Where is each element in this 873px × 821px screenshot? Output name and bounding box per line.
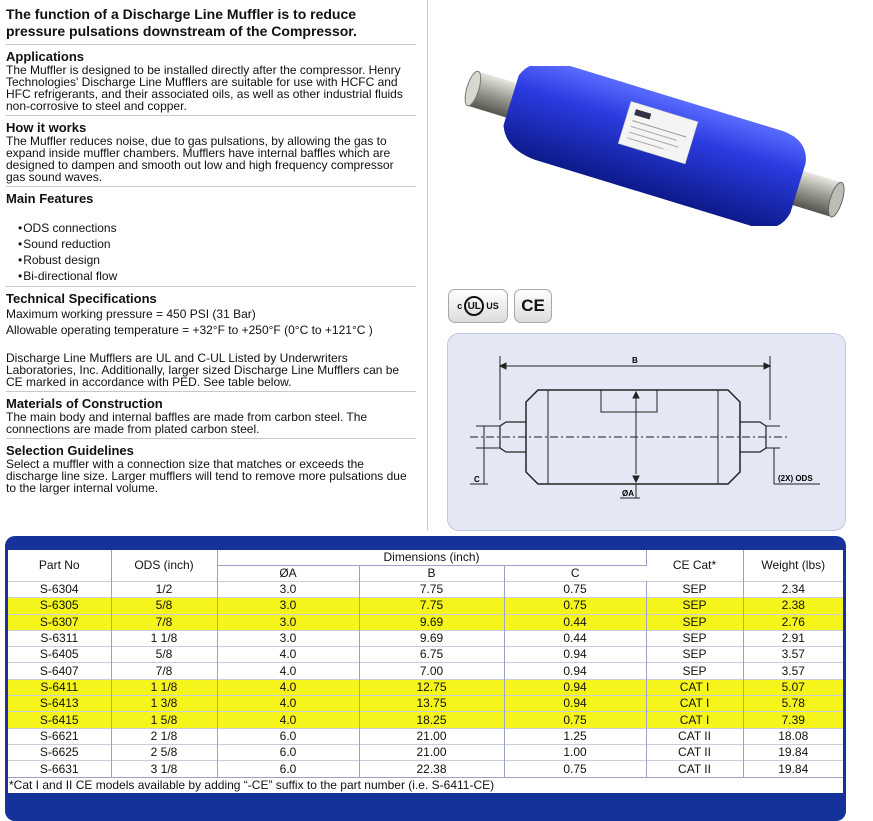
ul-mark: UL [464, 296, 484, 316]
cell-dim-b: 9.69 [359, 614, 504, 630]
table-row [8, 761, 843, 777]
cell-ods: 5/8 [111, 598, 217, 614]
technical-section [6, 291, 416, 391]
cell-weight: 18.08 [743, 728, 843, 744]
table-row [8, 614, 843, 630]
drawing-label-c: C [474, 475, 480, 484]
cell-dim-b: 7.75 [359, 582, 504, 598]
header-dimensions: Dimensions (inch) [217, 550, 646, 566]
temperature-spec: Allowable operating temperature = +32°F to +250°F (0°C to +121°C ) [6, 323, 373, 337]
how-it-works-text: The Muffler reduces noise, due to gas pulsations, by allowing the gas to expand inside muffler chambers. Mufflers have internal baffles which are designed to dampen and smooth out low and high frequency compressor gas sound waves. [6, 134, 394, 184]
listing-note: Discharge Line Mufflers are UL and C-UL Listed by Underwriters Laboratories, Inc. Additionally, larger sized Discharge Line Mufflers can be CE marked in accordance with PED. See table below. [6, 351, 400, 389]
cell-weight: 19.84 [743, 761, 843, 777]
cell-dim-c: 0.94 [504, 663, 646, 679]
cell-ce-cat: SEP [646, 582, 743, 598]
applications-heading: Applications [6, 49, 85, 64]
cell-part-no: S-6625 [8, 744, 111, 760]
cell-ce-cat: SEP [646, 647, 743, 663]
cell-weight: 2.38 [743, 598, 843, 614]
cell-ce-cat: CAT I [646, 712, 743, 728]
ul-us-mark: US [486, 301, 499, 311]
column-divider [427, 0, 428, 530]
technical-heading: Technical Specifications [6, 291, 157, 306]
table-row [8, 696, 843, 712]
cell-dim-b: 6.75 [359, 647, 504, 663]
cell-dim-b: 9.69 [359, 630, 504, 646]
muffler-product-image [454, 66, 854, 226]
cell-weight: 7.39 [743, 712, 843, 728]
selection-heading: Selection Guidelines [6, 443, 134, 458]
cell-ods: 7/8 [111, 614, 217, 630]
drawing-label-b: B [632, 356, 638, 365]
materials-section [6, 391, 416, 439]
cell-part-no: S-6305 [8, 598, 111, 614]
selection-text: Select a muffler with a connection size that matches or exceeds the discharge line size. Larger mufflers will tend to remove more pulsations due to the larger internal volume. [6, 457, 407, 495]
cell-weight: 19.84 [743, 744, 843, 760]
cell-dim-a: 6.0 [217, 761, 359, 777]
cell-weight: 5.07 [743, 679, 843, 695]
cell-dim-b: 7.00 [359, 663, 504, 679]
cell-dim-a: 3.0 [217, 582, 359, 598]
main-features-section [6, 191, 416, 287]
cell-part-no: S-6621 [8, 728, 111, 744]
cell-dim-b: 13.75 [359, 696, 504, 712]
cell-dim-c: 0.94 [504, 679, 646, 695]
cell-part-no: S-6311 [8, 630, 111, 646]
cell-ods: 1 5/8 [111, 712, 217, 728]
cell-dim-a: 6.0 [217, 744, 359, 760]
cell-part-no: S-6411 [8, 679, 111, 695]
info-column [6, 6, 416, 497]
cell-dim-c: 0.75 [504, 582, 646, 598]
selection-section [6, 443, 416, 497]
table-row [8, 744, 843, 760]
cell-ce-cat: SEP [646, 598, 743, 614]
intro-text: The function of a Discharge Line Muffler is to reduce pressure pulsations downstream of the Compressor. [6, 6, 416, 45]
header-dim-c: C [504, 566, 646, 582]
cell-ods: 1/2 [111, 582, 217, 598]
ul-c-mark: c [457, 301, 463, 311]
cell-dim-c: 1.00 [504, 744, 646, 760]
cell-part-no: S-6304 [8, 582, 111, 598]
table-footnote: *Cat I and II CE models available by adding “-CE” suffix to the part number (i.e. S-6411-CE) [8, 777, 843, 793]
drawing-label-ods: (2X) ODS [778, 474, 813, 483]
cell-ods: 2 1/8 [111, 728, 217, 744]
cell-part-no: S-6631 [8, 761, 111, 777]
selection-table-frame [5, 536, 846, 821]
cell-ce-cat: CAT II [646, 744, 743, 760]
cell-ods: 1 1/8 [111, 679, 217, 695]
table-row [8, 712, 843, 728]
cell-dim-b: 18.25 [359, 712, 504, 728]
cell-dim-c: 1.25 [504, 728, 646, 744]
table-row [8, 728, 843, 744]
applications-section [6, 49, 416, 116]
feature-item: • Robust design [18, 252, 416, 268]
header-ce-cat: CE Cat* [646, 550, 743, 582]
table-body [8, 582, 843, 778]
feature-item: • Sound reduction [18, 236, 416, 252]
cell-part-no: S-6415 [8, 712, 111, 728]
table-row [8, 630, 843, 646]
cell-dim-a: 4.0 [217, 647, 359, 663]
materials-text: The main body and internal baffles are made from carbon steel. The connections are made from plated carbon steel. [6, 410, 368, 436]
drawing-label-a: ØA [622, 489, 634, 498]
cell-dim-a: 3.0 [217, 630, 359, 646]
cell-dim-c: 0.94 [504, 647, 646, 663]
cell-ods: 5/8 [111, 647, 217, 663]
cell-dim-c: 0.75 [504, 598, 646, 614]
cell-ods: 1 1/8 [111, 630, 217, 646]
ul-listed-logo [448, 289, 508, 323]
cell-dim-c: 0.44 [504, 614, 646, 630]
table-row [8, 598, 843, 614]
cell-part-no: S-6405 [8, 647, 111, 663]
cell-ce-cat: SEP [646, 614, 743, 630]
table-row [8, 582, 843, 598]
cell-ce-cat: CAT I [646, 679, 743, 695]
cell-weight: 2.34 [743, 582, 843, 598]
certification-logos [448, 289, 552, 323]
cell-dim-b: 12.75 [359, 679, 504, 695]
cell-ods: 7/8 [111, 663, 217, 679]
cell-dim-b: 7.75 [359, 598, 504, 614]
cell-weight: 3.57 [743, 663, 843, 679]
header-dim-a: ØA [217, 566, 359, 582]
main-features-heading: Main Features [6, 191, 94, 206]
cell-ce-cat: SEP [646, 630, 743, 646]
cell-ods: 1 3/8 [111, 696, 217, 712]
header-dim-b: B [359, 566, 504, 582]
cell-ce-cat: SEP [646, 663, 743, 679]
cell-dim-a: 4.0 [217, 663, 359, 679]
cell-ce-cat: CAT I [646, 696, 743, 712]
cell-dim-c: 0.75 [504, 712, 646, 728]
cell-part-no: S-6407 [8, 663, 111, 679]
how-it-works-section [6, 120, 416, 187]
cell-ods: 2 5/8 [111, 744, 217, 760]
materials-heading: Materials of Construction [6, 396, 163, 411]
cell-dim-b: 22.38 [359, 761, 504, 777]
cell-weight: 2.76 [743, 614, 843, 630]
feature-item: • ODS connections [18, 220, 416, 236]
cell-dim-a: 4.0 [217, 679, 359, 695]
cell-weight: 5.78 [743, 696, 843, 712]
cell-dim-b: 21.00 [359, 744, 504, 760]
dimension-drawing [447, 333, 846, 531]
cell-dim-a: 3.0 [217, 598, 359, 614]
cell-dim-a: 3.0 [217, 614, 359, 630]
table-row [8, 663, 843, 679]
applications-text: The Muffler is designed to be installed directly after the compressor. Henry Technologies' Discharge Line Mufflers are suitable for use with HCFC and HFC refrigerants, and their associated oils, as well as other industrial fluids non-corrosive to steel and copper. [6, 63, 403, 113]
cell-ce-cat: CAT II [646, 728, 743, 744]
ce-mark-logo: CE [514, 289, 552, 323]
cell-ce-cat: CAT II [646, 761, 743, 777]
how-it-works-heading: How it works [6, 120, 87, 135]
cell-weight: 3.57 [743, 647, 843, 663]
cell-dim-c: 0.75 [504, 761, 646, 777]
table-row [8, 647, 843, 663]
cell-part-no: S-6413 [8, 696, 111, 712]
header-ods: ODS (inch) [111, 550, 217, 582]
header-weight: Weight (lbs) [761, 558, 826, 572]
cell-dim-a: 4.0 [217, 712, 359, 728]
cell-dim-b: 21.00 [359, 728, 504, 744]
cell-part-no: S-6307 [8, 614, 111, 630]
feature-item: • Bi-directional flow [18, 268, 416, 284]
cell-ods: 3 1/8 [111, 761, 217, 777]
cell-dim-c: 0.94 [504, 696, 646, 712]
table-row [8, 679, 843, 695]
cell-dim-a: 4.0 [217, 696, 359, 712]
cell-dim-a: 6.0 [217, 728, 359, 744]
cell-dim-c: 0.44 [504, 630, 646, 646]
pressure-spec: Maximum working pressure = 450 PSI (31 Bar) [6, 307, 256, 321]
dimension-drawing-svg [448, 334, 847, 532]
selection-table [8, 550, 843, 777]
header-part-no: Part No [8, 550, 111, 582]
features-list [18, 220, 416, 284]
cell-weight: 2.91 [743, 630, 843, 646]
